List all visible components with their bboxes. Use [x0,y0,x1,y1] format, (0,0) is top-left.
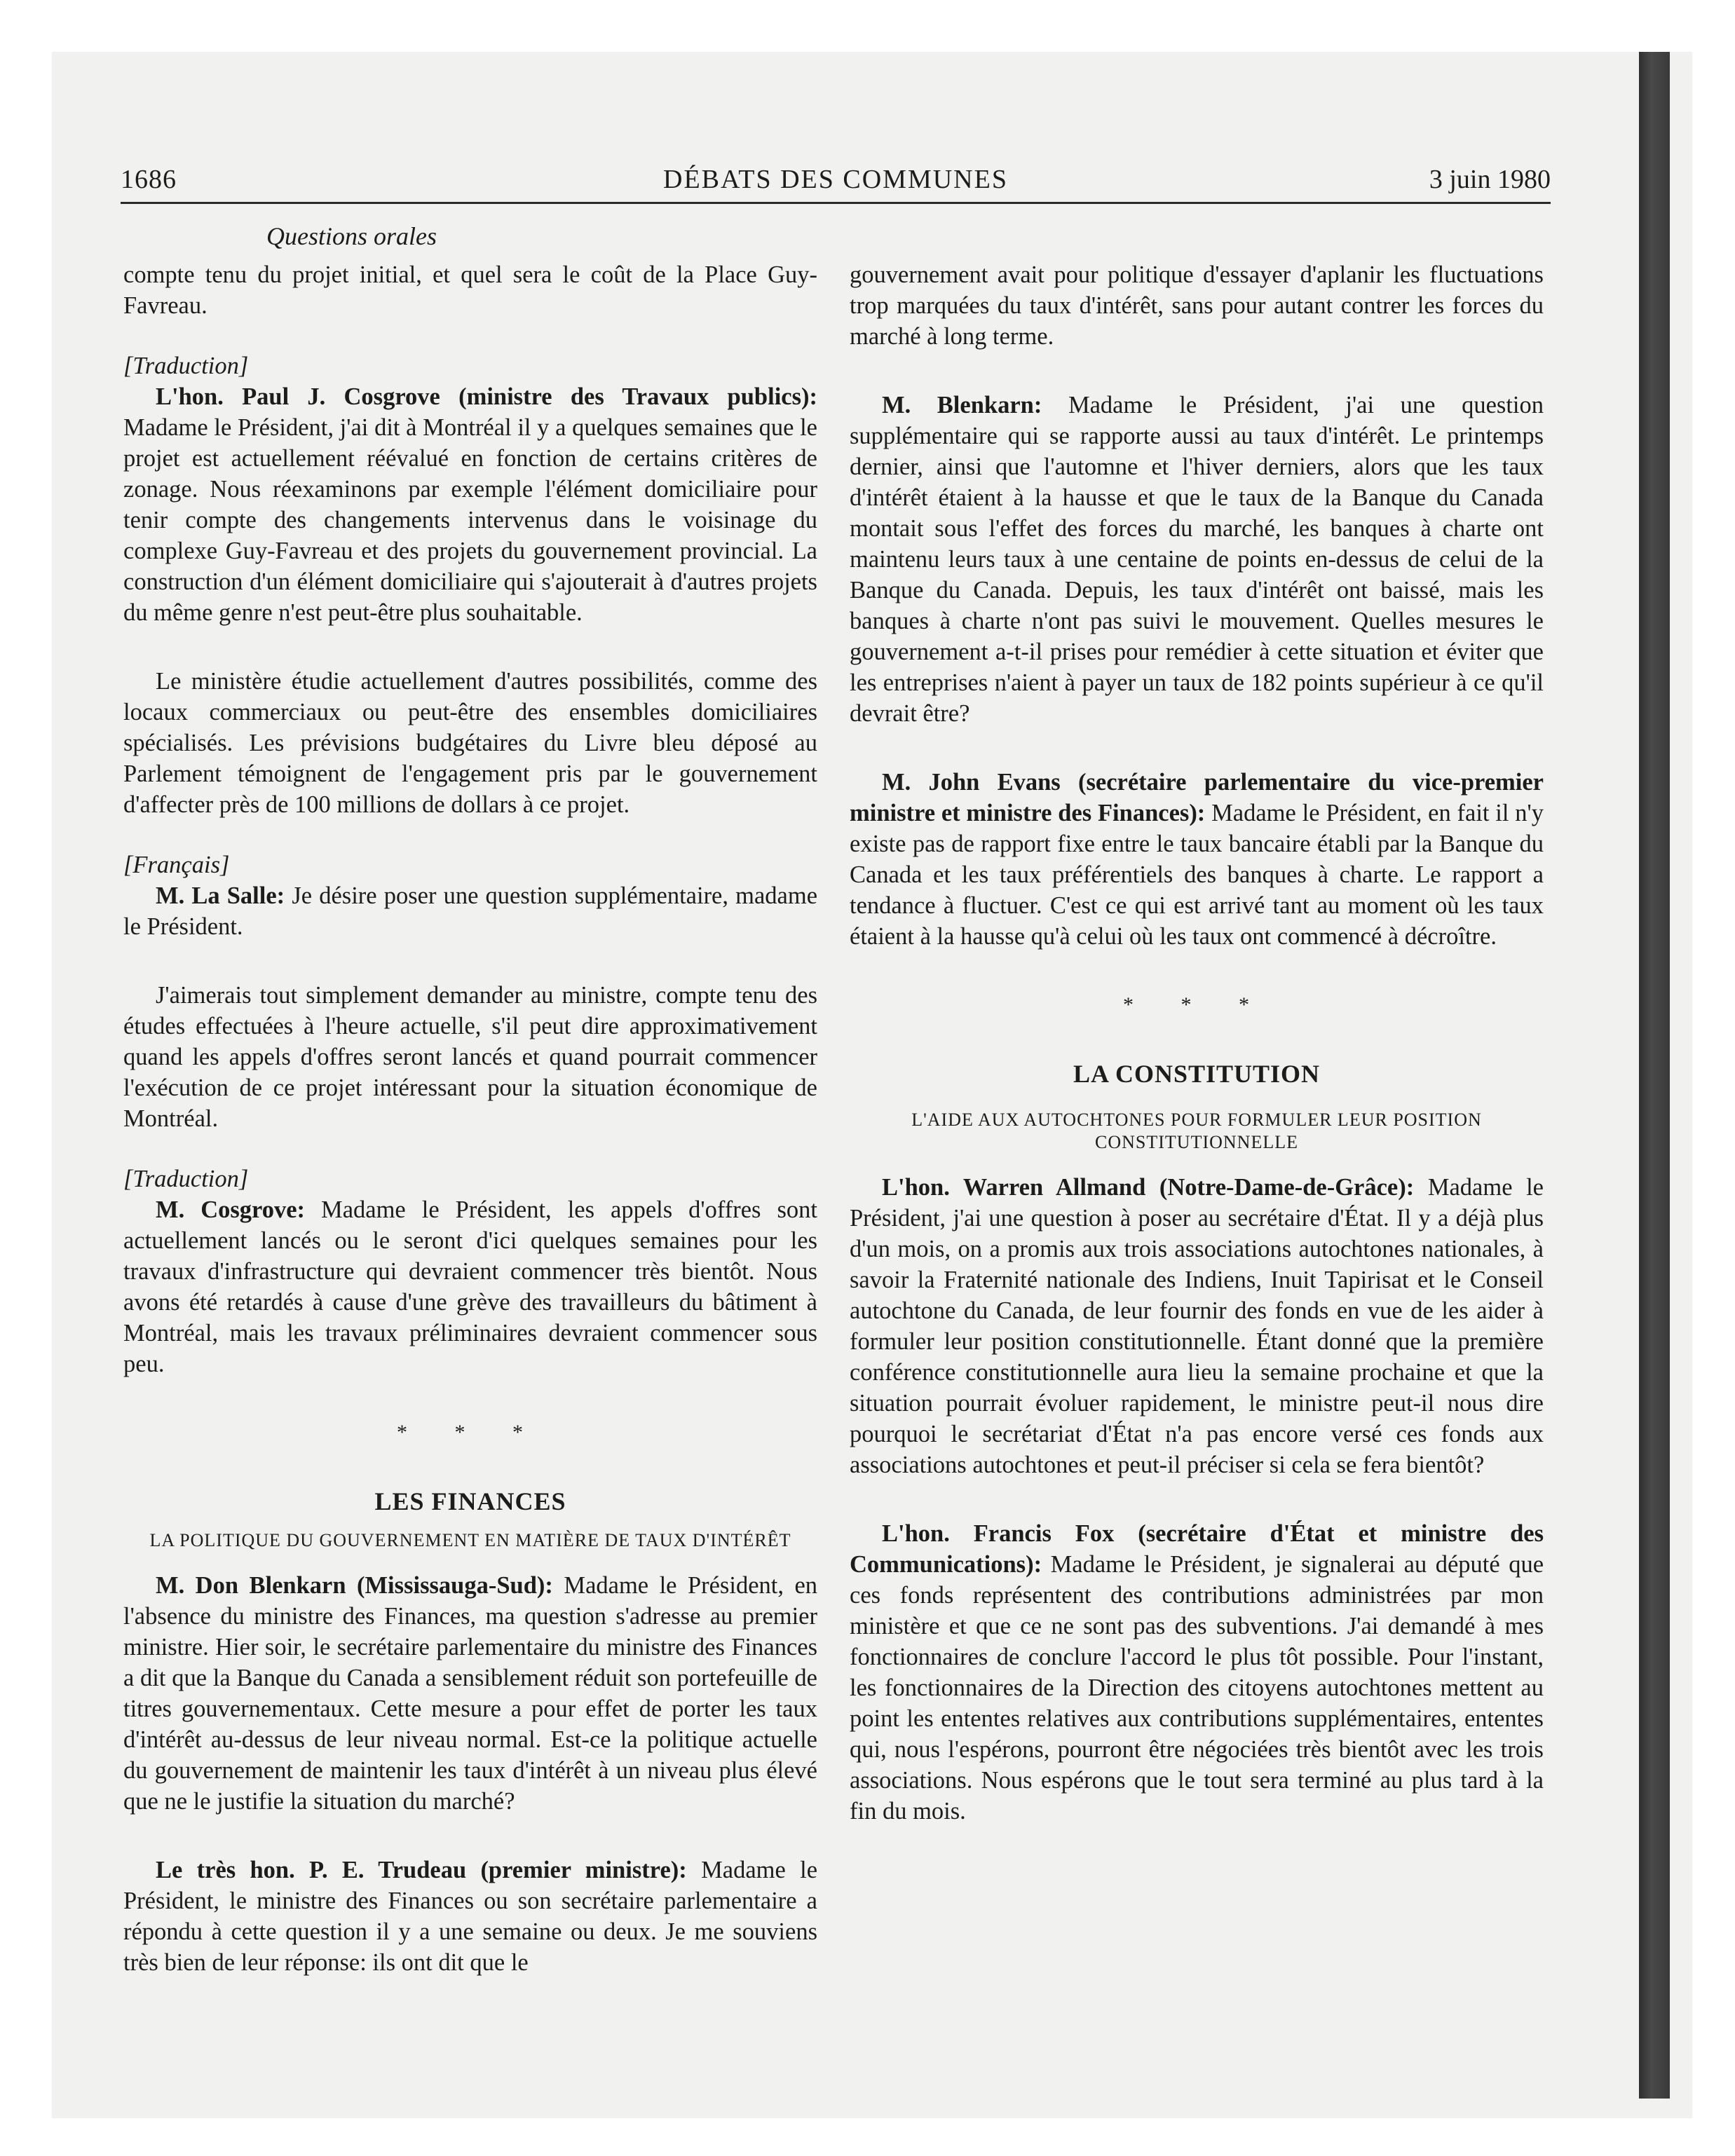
speaker-name: M. Don Blenkarn (Mississauga-Sud): [156,1572,553,1599]
speech-text: Madame le Président, j'ai une question supplémentaire qui se rapporte aussi au taux d'intérêt. Le printemps dernier, ainsi que l'automne et l'hiver derniers, alors que les taux d'intérêt étaient à la hausse et que le taux de la Banque du Canada montait sous l'effet des forces du marché, les banques à charte ont maintenu leurs taux à une centaine de points en-dessus de celui de la Banque du Canada. Depuis, les taux d'intérêt ont baissé, mais les banques à charte n'ont pas suivi le mouvement. Quelles mesures le gouvernement a-t-il prises pour remédier à cette situation et éviter que les entreprises n'aient à payer un taux de 182 points supérieur à ce qu'il devrait être? [850,392,1544,727]
paragraph [123,1855,817,1978]
language-tag: [Français] [123,852,230,878]
paragraph: gouvernement avait pour politique d'essayer d'aplanir les fluctuations trop marquées du taux d'intérêt, sans pour autant contrer les forces du marché à long terme. [850,261,1544,350]
speech-text: Madame le Président, en l'absence du ministre des Finances, ma question s'adresse au premier ministre. Hier soir, le secrétaire parlementaire du ministre des Finances a dit que la Banque du Canada a sensiblement réduit son portefeuille de titres gouvernementaux. Cette mesure a pour effet de porter les taux d'intérêt au-dessus de leur niveau normal. Est-ce la politique actuelle du gouvernement de maintenir les taux d'intérêt à un niveau plus élevé que ne le justifie la situation du marché? [123,1572,818,1815]
speech-text: Madame le Président, j'ai dit à Montréal il y a quelques semaines que le projet est actuellement réévalué en fonction de certains critères de zonage. Nous réexaminons par exemple l'élément domiciliaire pour tenir compte des changements intervenus dans le voisinage du complexe Guy-Favreau et des projets du gouvernement provincial. La construction d'un élément domiciliaire qui s'ajouterait à d'autres projets du même genre n'est peut-être plus souhaitable. [123,414,817,626]
speaker-name: M. Blenkarn: [882,392,1042,418]
section-subtitle: L'AIDE AUX AUTOCHTONES POUR FORMULER LEUR POSITION CONSTITUTIONNELLE [911,1110,1482,1152]
paragraph [850,1518,1544,1827]
paragraph [850,390,1544,729]
page-binding-edge [1639,52,1670,2099]
section-title: LA CONSTITUTION [1073,1060,1321,1088]
section-running-title: Questions orales [266,222,437,250]
speech-text: Madame le Président, le ministre des Finances ou son secrétaire parlementaire a répondu à cette question il y a une semaine ou deux. Je me souviens très bien de leur réponse: ils ont dit que le [123,1857,818,1976]
section-separator: * * * [397,1421,544,1444]
running-header [121,158,1551,204]
speaker-name: L'hon. Warren Allmand (Notre-Dame-de-Grâce): [882,1174,1415,1201]
language-tag: [Traduction] [123,353,249,379]
paragraph: Le ministère étudie actuellement d'autres possibilités, comme des locaux commerciaux ou peut-être des ensembles domiciliaires spécialisés. Les prévisions budgétaires du Livre bleu déposé au Parlement témoignent de l'engagement pris par le gouvernement d'affecter près de 100 millions de dollars à ce projet. [123,668,817,818]
speech-text: Madame le Président, en fait il n'y existe pas de rapport fixe entre le taux bancaire établi par la Banque du Canada et les taux préférentiels des banques à charte. Le rapport a tendance à fluctuer. C'est ce qui est arrivé tant au moment où les taux étaient à la hausse qu'à celui où les taux ont commencé à décroître. [850,800,1544,950]
paragraph [850,1172,1544,1480]
speaker-name: Le très hon. P. E. Trudeau (premier ministre): [156,1857,687,1883]
speech-text: Madame le Président, les appels d'offres sont actuellement lancés ou le seront d'ici quelques semaines pour les travaux d'infrastructure qui devraient commencer très bientôt. Nous avons été retardés à cause d'une grève des travailleurs du bâtiment à Montréal, mais les travaux préliminaires devraient commencer sous peu. [123,1196,817,1377]
speaker-name: M. John Evans (secrétaire parlementaire du vice-premier ministre et ministre des Finances): [850,769,1544,826]
section-subtitle: LA POLITIQUE DU GOUVERNEMENT EN MATIÈRE DE TAUX D'INTÉRÊT [149,1530,791,1550]
speaker-name: M. La Salle: [156,882,285,909]
speech-text: Madame le Président, je signalerai au député que ces fonds représentent des contributions administrées par mon ministère et que ce ne sont pas des subventions. J'ai demandé à mes fonctionnaires de conclure l'accord le plus tôt possible. Pour l'instant, les fonctionnaires de la Direction des citoyens autochtones mettent au point les ententes relatives aux contributions supplémentaires, ententes qui, nous l'espérons, pourront être négociées très bientôt avec les trois associations. Nous espérons que le tout sera terminé au plus tard à la fin du mois. [850,1551,1544,1824]
paragraph: compte tenu du projet initial, et quel sera le coût de la Place Guy-Favreau. [123,261,817,319]
language-tag: [Traduction] [123,1166,249,1192]
paragraph [123,1194,817,1379]
left-column [123,259,817,1978]
paragraph: J'aimerais tout simplement demander au ministre, compte tenu des études effectuées à l'heure actuelle, s'il peut dire approximativement quand les appels d'offres seront lancés et quand pourrait commencer l'exécution de ce projet intéressant pour la situation économique de Montréal. [123,982,817,1132]
header-date: 3 juin 1980 [1429,165,1551,194]
speaker-name: L'hon. Paul J. Cosgrove (ministre des Travaux publics): [156,383,817,410]
section-title: LES FINANCES [374,1487,566,1515]
publication-title: DÉBATS DES COMMUNES [663,165,1008,194]
speech-text: Je désire poser une question supplémentaire, madame le Président. [123,882,818,940]
right-column [850,259,1544,1827]
section-separator: * * * [1123,993,1270,1016]
paragraph [123,1570,817,1817]
paragraph [123,880,817,942]
paragraph [850,767,1544,952]
paragraph [123,381,817,628]
speaker-name: M. Cosgrove: [156,1196,306,1223]
speech-text: Madame le Président, j'ai une question à poser au secrétaire d'État. Il y a déjà plus d'un mois, on a promis aux trois associations autochtones nationales, à savoir la Fraternité nationale des Indiens, Inuit Tapirisat et le Conseil autochtone du Canada, de leur fournir des fonds en vue de les aider à formuler leur position constitutionnelle. Étant donné que la première conférence constitutionnelle aura lieu la semaine prochaine et que la situation pourrait évoluer rapidement, le ministre peut-il nous dire pourquoi le secrétariat d'État n'a pas encore versé ces fonds aux associations autochtones et peut-il préciser si cela se fera bientôt? [850,1174,1544,1478]
page-number: 1686 [121,165,177,194]
speaker-name: L'hon. Francis Fox (secrétaire d'État et ministre des Communications): [850,1520,1544,1578]
